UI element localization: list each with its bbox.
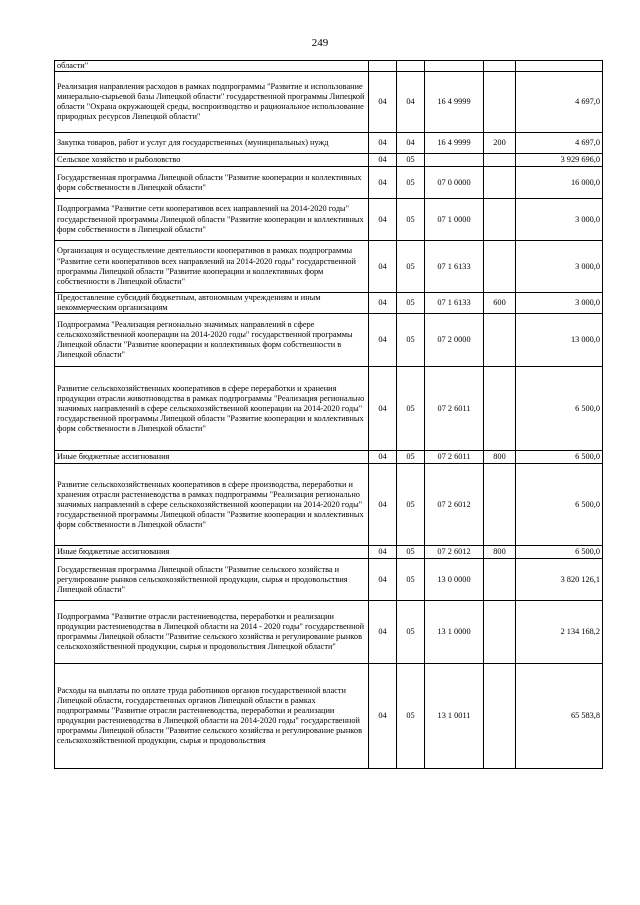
- row-article: 07 1 6133: [425, 293, 484, 314]
- row-section: 04: [369, 167, 397, 199]
- row-sum: 3 000,0: [516, 293, 603, 314]
- row-section: 04: [369, 451, 397, 464]
- row-expense-type: [484, 314, 516, 367]
- row-subsection: 05: [397, 199, 425, 241]
- row-expense-type: [484, 154, 516, 167]
- budget-table: [54, 60, 603, 769]
- table-row: [55, 314, 603, 367]
- row-sum: 6 500,0: [516, 451, 603, 464]
- table-row: [55, 559, 603, 601]
- row-name: Закупка товаров, работ и услуг для государственных (муниципальных) нужд: [55, 133, 369, 154]
- row-article: 13 1 0011: [425, 664, 484, 769]
- row-expense-type: [484, 601, 516, 664]
- row-section: 04: [369, 293, 397, 314]
- row-name: Организация и осуществление деятельности кооперативов в рамках подпрограммы "Развитие сети кооперативов всех направлений на 2014-2020 годы" государственной программы Липецкой области "Развитие кооперации и коллективных форм собственности в Липецкой области": [55, 241, 369, 293]
- row-article: 07 2 6011: [425, 367, 484, 451]
- row-expense-type: [484, 241, 516, 293]
- row-article: [425, 154, 484, 167]
- row-section: 04: [369, 546, 397, 559]
- row-subsection: 05: [397, 464, 425, 546]
- table-row: [55, 664, 603, 769]
- row-article: 07 1 0000: [425, 199, 484, 241]
- row-name: области": [55, 61, 369, 72]
- row-sum: 6 500,0: [516, 464, 603, 546]
- row-subsection: 05: [397, 241, 425, 293]
- row-sum: 4 697,0: [516, 72, 603, 133]
- row-name: Подпрограмма "Развитие отрасли растениеводства, переработки и реализации продукции растениеводства в Липецкой области на 2014 - 2020 годы" государственной программы Липецкой области "Развитие сельского хозяйства и регулирование рынков сельскохозяйственной продукции, сырья и продовольствия Липецкой области": [55, 601, 369, 664]
- row-expense-type: [484, 367, 516, 451]
- row-subsection: 05: [397, 546, 425, 559]
- row-article: 07 2 0000: [425, 314, 484, 367]
- row-name: Подпрограмма "Реализация регионально значимых направлений в сфере сельскохозяйственной кооперации на 2014-2020 годы" государственной программы Липецкой области "Развитие кооперации и коллективных форм собственности в Липецкой области": [55, 314, 369, 367]
- row-expense-type: [484, 559, 516, 601]
- row-name: Сельское хозяйство и рыболовство: [55, 154, 369, 167]
- row-name: Иные бюджетные ассигнования: [55, 451, 369, 464]
- page-number: 249: [311, 37, 329, 49]
- row-expense-type: [484, 664, 516, 769]
- row-subsection: 05: [397, 367, 425, 451]
- row-section: 04: [369, 367, 397, 451]
- row-article: 07 2 6012: [425, 546, 484, 559]
- row-subsection: 05: [397, 559, 425, 601]
- row-article: 13 0 0000: [425, 559, 484, 601]
- row-subsection: 05: [397, 293, 425, 314]
- row-sum: 4 697,0: [516, 133, 603, 154]
- row-article: 07 2 6012: [425, 464, 484, 546]
- row-name: Государственная программа Липецкой области "Развитие сельского хозяйства и регулирование рынков сельскохозяйственной продукции, сырья и продовольствия Липецкой области": [55, 559, 369, 601]
- row-section: 04: [369, 241, 397, 293]
- row-subsection: 04: [397, 133, 425, 154]
- row-article: 07 0 0000: [425, 167, 484, 199]
- row-article: 16 4 9999: [425, 72, 484, 133]
- row-expense-type: [484, 72, 516, 133]
- row-sum: 3 929 696,0: [516, 154, 603, 167]
- row-name: Реализация направления расходов в рамках подпрограммы "Развитие и использование минерально-сырьевой базы Липецкой области" государственной программы Липецкой области "Охрана окружающей среды, воспроизводство и рациональное использование природных ресурсов Липецкой области": [55, 72, 369, 133]
- table-row: [55, 601, 603, 664]
- row-subsection: 05: [397, 314, 425, 367]
- row-subsection: 04: [397, 72, 425, 133]
- budget-table-body: [55, 61, 603, 769]
- row-subsection: 05: [397, 664, 425, 769]
- row-sum: 65 583,8: [516, 664, 603, 769]
- table-row: [55, 199, 603, 241]
- row-sum: 3 000,0: [516, 241, 603, 293]
- row-sum: 16 000,0: [516, 167, 603, 199]
- row-article: 07 1 6133: [425, 241, 484, 293]
- row-sum: 6 500,0: [516, 367, 603, 451]
- row-expense-type: [484, 464, 516, 546]
- row-sum: 13 000,0: [516, 314, 603, 367]
- row-expense-type: 200: [484, 133, 516, 154]
- row-expense-type: [484, 61, 516, 72]
- row-subsection: 05: [397, 601, 425, 664]
- row-section: 04: [369, 464, 397, 546]
- row-sum: 2 134 168,2: [516, 601, 603, 664]
- row-name: Развитие сельскохозяйственных кооперативов в сфере производства, переработки и хранения отрасли растениеводства в рамках подпрограммы "Реализация регионально значимых направлений в сфере сельскохозяйственной кооперации на 2014-2020 годы" государственной программы Липецкой области "Развитие кооперации и коллективных форм собственности в Липецкой области": [55, 464, 369, 546]
- row-section: 04: [369, 72, 397, 133]
- row-subsection: 05: [397, 154, 425, 167]
- row-section: 04: [369, 133, 397, 154]
- row-section: 04: [369, 314, 397, 367]
- row-section: 04: [369, 559, 397, 601]
- row-expense-type: [484, 167, 516, 199]
- row-article: 13 1 0000: [425, 601, 484, 664]
- row-sum: 3 820 126,1: [516, 559, 603, 601]
- table-row: [55, 167, 603, 199]
- table-row: [55, 293, 603, 314]
- row-subsection: [397, 61, 425, 72]
- row-section: 04: [369, 601, 397, 664]
- row-name: Государственная программа Липецкой области "Развитие кооперации и коллективных форм собственности в Липецкой области": [55, 167, 369, 199]
- row-subsection: 05: [397, 451, 425, 464]
- row-sum: 3 000,0: [516, 199, 603, 241]
- table-row: [55, 367, 603, 451]
- table-row: [55, 154, 603, 167]
- table-row: [55, 133, 603, 154]
- row-article: [425, 61, 484, 72]
- row-name: Расходы на выплаты по оплате труда работников органов государственной власти Липецкой области, государственных органов Липецкой области в рамках подпрограммы "Развитие отрасли растениеводства, переработки и реализации продукции растениеводства в Липецкой области на 2014-2020 годы" государственной программы Липецкой области "Развитие сельского хозяйства и регулирование рынков сельскохозяйственной продукции, сырья и продовольствия: [55, 664, 369, 769]
- row-sum: 6 500,0: [516, 546, 603, 559]
- row-name: Развитие сельскохозяйственных кооперативов в сфере переработки и хранения продукции отрасли животноводства в рамках подпрограммы "Реализация регионально значимых направлений в сфере сельскохозяйственной кооперации на 2014-2020 годы" государственной программы Липецкой области "Развитие кооперации и коллективных форм собственности в Липецкой области": [55, 367, 369, 451]
- row-expense-type: [484, 199, 516, 241]
- row-article: 16 4 9999: [425, 133, 484, 154]
- row-section: 04: [369, 664, 397, 769]
- row-section: [369, 61, 397, 72]
- table-row: [55, 546, 603, 559]
- row-section: 04: [369, 199, 397, 241]
- row-expense-type: 600: [484, 293, 516, 314]
- table-row: [55, 61, 603, 72]
- row-section: 04: [369, 154, 397, 167]
- table-row: [55, 241, 603, 293]
- row-subsection: 05: [397, 167, 425, 199]
- row-name: Подпрограмма "Развитие сети кооперативов всех направлений на 2014-2020 годы" государственной программы Липецкой области "Развитие кооперации и коллективных форм собственности в Липецкой области": [55, 199, 369, 241]
- table-row: [55, 451, 603, 464]
- row-name: Предоставление субсидий бюджетным, автономным учреждениям и иным некоммерческим организациям: [55, 293, 369, 314]
- row-sum: [516, 61, 603, 72]
- row-article: 07 2 6011: [425, 451, 484, 464]
- table-row: [55, 464, 603, 546]
- row-expense-type: 800: [484, 546, 516, 559]
- row-expense-type: 800: [484, 451, 516, 464]
- row-name: Иные бюджетные ассигнования: [55, 546, 369, 559]
- table-row: [55, 72, 603, 133]
